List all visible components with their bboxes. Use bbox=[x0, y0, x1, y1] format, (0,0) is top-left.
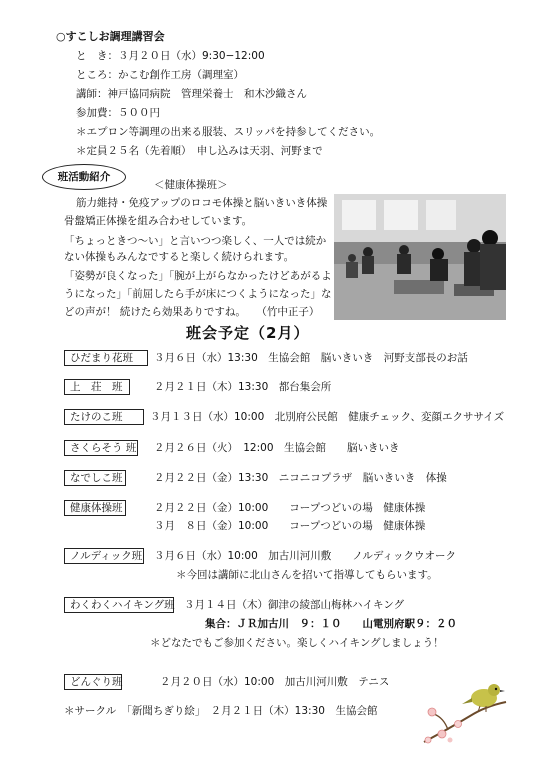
activity-line: うになった」「前屈したら手が床につくようになった」な bbox=[64, 288, 332, 300]
group-detail-hidamari: ３月６日（水）13:30 生協会館 脳いきいき 河野支部長のお話 bbox=[154, 352, 468, 364]
activity-line: 「姿勢が良くなった」「腕が上がらなかったけどあがるよ bbox=[64, 270, 332, 282]
group-detail-nadeshiko: ２月２２日（金）13:30 ニコニコプラザ 脳いきいき 体操 bbox=[154, 472, 447, 484]
group-name-label: さくらそう 班 bbox=[70, 441, 137, 454]
group-name-label: ノルディック班 bbox=[70, 549, 143, 562]
group-detail-nordic-2: ＊今回は講師に北山さんを招いて指導してもらいます。 bbox=[176, 569, 438, 581]
exercise-class-photo bbox=[334, 194, 506, 320]
group-name-label: わくわくハイキング班 bbox=[70, 598, 175, 611]
bird-on-plum-branch-illustration bbox=[420, 668, 510, 748]
cooking-place: ところ：かこむ創作工房（調理室） bbox=[76, 69, 244, 81]
group-name-label: たけのこ班 bbox=[70, 410, 123, 423]
activity-line: 筋力維持・免疫アップのロコモ体操と脳いきいき体操 bbox=[76, 197, 328, 209]
group-name-label: 上 荘 班 bbox=[70, 380, 123, 393]
group-name-hiking bbox=[64, 597, 174, 613]
group-name-sakurasou bbox=[64, 440, 138, 456]
group-name-nordic bbox=[64, 548, 144, 564]
circle-note: ＊サークル 「新聞ちぎり絵」 ２月２１日（木）13:30 生協会館 bbox=[64, 705, 378, 717]
group-name-donguri bbox=[64, 674, 122, 690]
group-detail-donguri: ２月２０日（水）10:00 加古川河川敷 テニス bbox=[160, 676, 390, 688]
cooking-fee: 参加費：５００円 bbox=[76, 107, 160, 119]
group-detail-nordic-1: ３月６日（水）10:00 加古川河川敷 ノルディックウオーク bbox=[154, 550, 456, 562]
cooking-note-apron: ＊エプロン等調理の出来る服装、スリッパを持参してください。 bbox=[76, 126, 381, 138]
group-detail-kenkou-2: ３月 ８日（金）10:00 コープつどいの場 健康体操 bbox=[154, 520, 426, 532]
group-detail-kamisho: ２月２１日（木）13:30 都台集会所 bbox=[154, 381, 332, 393]
group-name-hidamari bbox=[64, 350, 148, 366]
group-name-label: どんぐり班 bbox=[70, 675, 123, 688]
activity-intro-badge-label: 班活動紹介 bbox=[57, 170, 111, 183]
group-detail-hiking-2: 集合：ＪＲ加古川 ９：１０ 山電別府駅９：２０ bbox=[205, 618, 457, 630]
cooking-instructor: 講師：神戸協同病院 管理栄養士 和木沙織さん bbox=[76, 88, 307, 100]
group-detail-hiking-1: ３月１４日（木）御津の綾部山梅林ハイキング bbox=[184, 599, 405, 611]
group-detail-takenoko: ３月１３日（水）10:00 北別府公民館 健康チェック、変顔エクササイズ bbox=[150, 411, 505, 423]
cooking-date: と き：３月２０日（水）9:30−12:00 bbox=[76, 50, 265, 62]
cooking-class-title: ○すこしお調理講習会 bbox=[56, 30, 165, 43]
group-detail-sakurasou: ２月２６日（火） 12:00 生協会館 脳いきいき bbox=[154, 442, 400, 454]
activity-line: ない体操もみんなですると楽しく続けられます。 bbox=[64, 251, 295, 263]
group-name-kamisho bbox=[64, 379, 130, 395]
group-detail-hiking-3: ＊どなたでもご参加ください。楽しくハイキングしましょう！ bbox=[150, 637, 444, 649]
activity-line: 骨盤矯正体操を組み合わせしています。 bbox=[64, 215, 253, 227]
group-name-nadeshiko bbox=[64, 470, 126, 486]
cooking-note-capacity: ＊定員２５名（先着順） 申し込みは天羽、河野まで bbox=[76, 145, 323, 157]
activity-line: 「ちょっときつ〜い」と言いつつ楽しく、一人では続か bbox=[64, 235, 327, 247]
group-detail-kenkou-1: ２月２２日（金）10:00 コープつどいの場 健康体操 bbox=[154, 502, 426, 514]
group-name-label: 健康体操班 bbox=[70, 501, 123, 514]
group-name-takenoko bbox=[64, 409, 144, 425]
group-name-label: なでしこ班 bbox=[70, 471, 123, 484]
group-name-kenkou bbox=[64, 500, 126, 516]
schedule-title: 班会予定（2月） bbox=[186, 324, 310, 342]
activity-intro-badge bbox=[42, 164, 126, 190]
health-exercise-heading: ＜健康体操班＞ bbox=[154, 179, 228, 191]
group-name-label: ひだまり花班 bbox=[70, 351, 133, 364]
activity-line: どの声が！ 続けたら効果ありですね。 （竹中正子） bbox=[64, 306, 320, 318]
